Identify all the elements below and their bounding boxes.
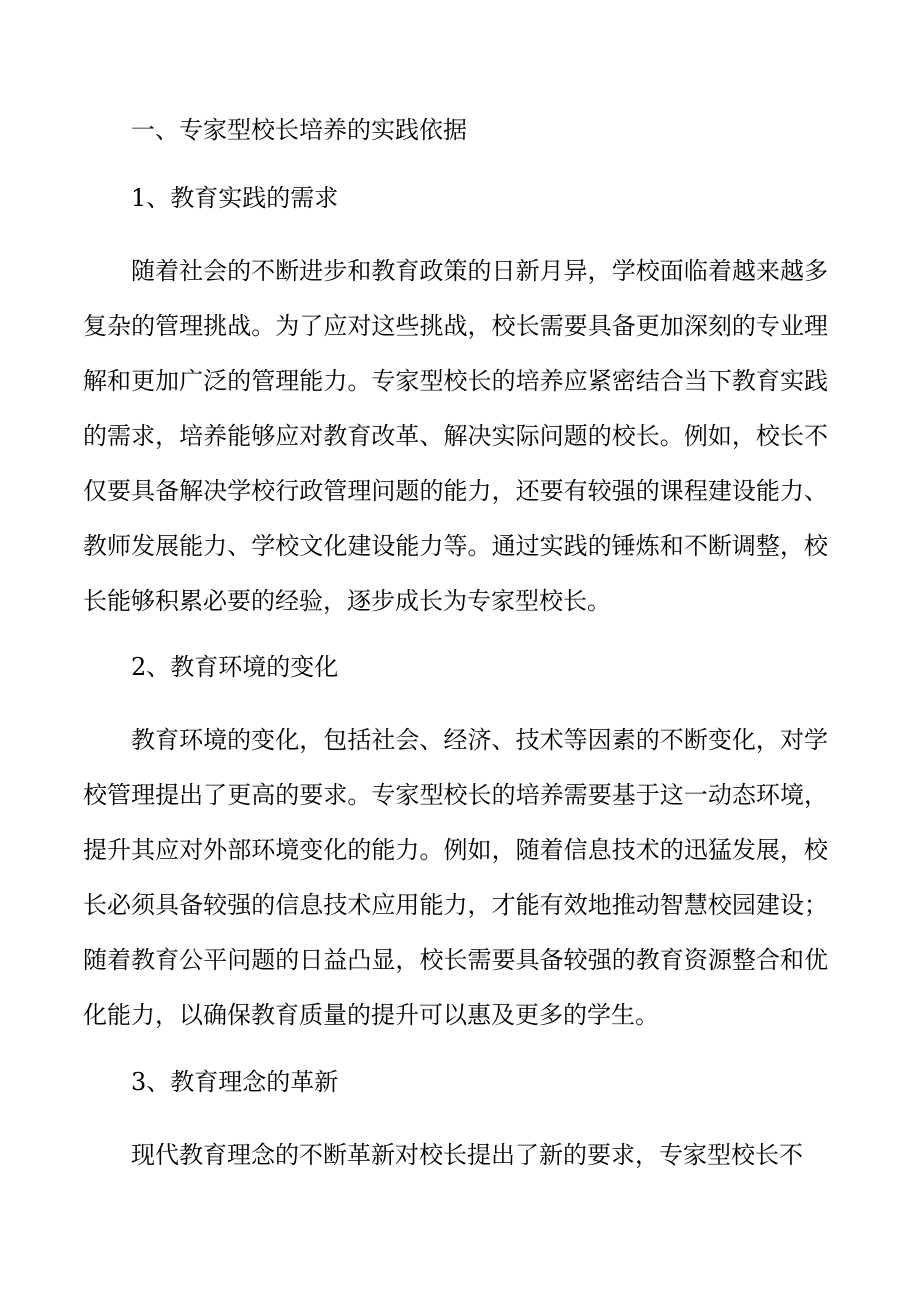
- subsection-heading-1: 1、教育实践的需求: [131, 184, 339, 212]
- section-title: 一、专家型校长培养的实践依据: [131, 116, 467, 144]
- paragraph-1: 随着社会的不断进步和教育政策的日新月异，学校面临着越来越多复杂的管理挑战。为了应对这些挑战，校长需要具备更加深刻的专业理解和更加广泛的管理能力。专家型校长的培养应紧密结合当下教育实践的需求，培养能够应对教育改革、解决实际问题的校长。例如，校长不仅要具备解决学校行政管理问题的能力，还要有较强的课程建设能力、教师发展能力、学校文化建设能力等。通过实践的锤炼和不断调整，校长能够积累必要的经验，逐步成长为专家型校长。: [83, 257, 828, 615]
- subsection-heading-3: 3、教育理念的革新: [131, 1068, 339, 1096]
- paragraph-3: 现代教育理念的不断革新对校长提出了新的要求，专家型校长不: [131, 1141, 803, 1169]
- paragraph-2: 教育环境的变化，包括社会、经济、技术等因素的不断变化，对学校管理提出了更高的要求。专家型校长的培养需要基于这一动态环境，提升其应对外部环境变化的能力。例如，随着信息技术的迅猛发展，校长必须具备较强的信息技术应用能力，才能有效地推动智慧校园建设；随着教育公平问题的日益凸显，校长需要具备较强的教育资源整合和优化能力，以确保教育质量的提升可以惠及更多的学生。: [83, 726, 828, 1029]
- subsection-heading-2: 2、教育环境的变化: [131, 653, 339, 681]
